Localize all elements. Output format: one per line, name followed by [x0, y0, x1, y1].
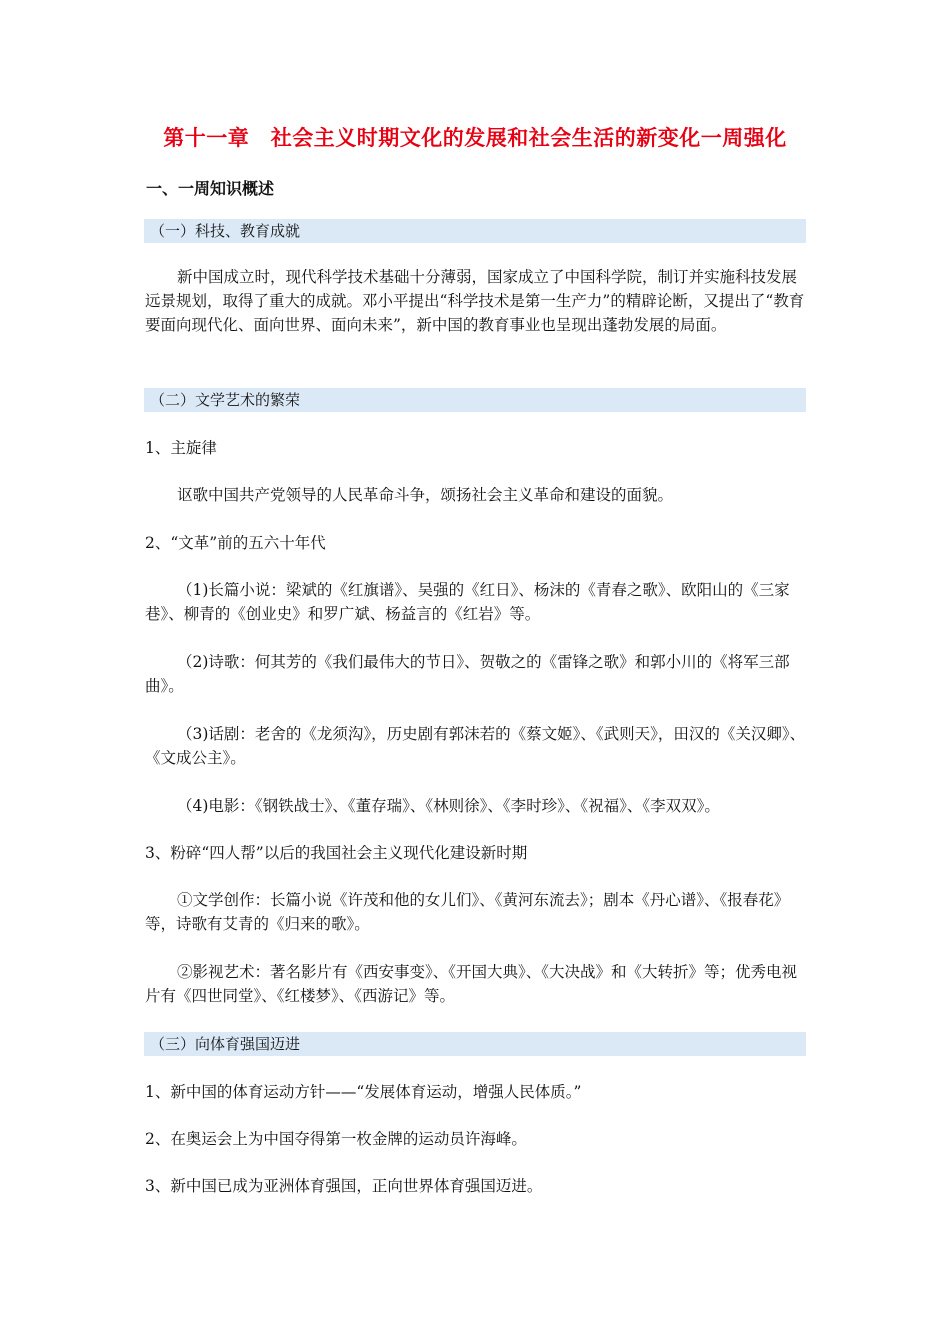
list-item: 1、新中国的体育运动方针——“发展体育运动，增强人民体质。”	[145, 1083, 582, 1101]
list-item: 3、粉碎“四人帮”以后的我国社会主义现代化建设新时期	[145, 844, 528, 862]
list-item: 2、在奥运会上为中国夺得第一枚金牌的运动员许海峰。	[145, 1130, 527, 1148]
paragraph: （3)话剧：老舍的《龙须沟》，历史剧有郭沫若的《蔡文姬》、《武则天》，田汉的《关汉卿》、《文成公主》。	[145, 725, 806, 767]
paragraph: ②影视艺术：著名影片有《西安事变》、《开国大典》、《大决战》和《大转折》等；优秀电视片有《四世同堂》、《红楼梦》、《西游记》等。	[145, 963, 798, 1005]
subsection-bar-2: （二）文学艺术的繁荣	[144, 388, 806, 412]
paragraph: （1)长篇小说：梁斌的《红旗谱》、吴强的《红日》、杨沫的《青春之歌》、欧阳山的《三家巷》、柳青的《创业史》和罗广斌、杨益言的《红岩》等。	[145, 581, 790, 623]
list-item: 2、“文革”前的五六十年代	[145, 534, 326, 552]
section-heading: 一、一周知识概述	[146, 179, 275, 198]
page-title: 第十一章 社会主义时期文化的发展和社会生活的新变化一周强化	[163, 126, 787, 150]
subsection-bar-1: （一）科技、教育成就	[144, 219, 806, 243]
list-item: 3、新中国已成为亚洲体育强国，正向世界体育强国迈进。	[145, 1177, 543, 1195]
subsection-bar-3: （三）向体育强国迈进	[144, 1032, 806, 1056]
list-item: 1、主旋律	[145, 439, 217, 457]
paragraph: （4)电影：《钢铁战士》、《董存瑞》、《林则徐》、《李时珍》、《祝福》、《李双双》。	[177, 797, 720, 815]
paragraph: （2)诗歌：何其芳的《我们最伟大的节日》、贺敬之的《雷锋之歌》和郭小川的《将军三部曲》。	[145, 653, 790, 695]
paragraph: ①文学创作：长篇小说《许茂和他的女儿们》、《黄河东流去》；剧本《丹心谱》、《报春花》等，诗歌有艾青的《归来的歌》。	[145, 891, 790, 933]
paragraph: 讴歌中国共产党领导的人民革命斗争，颂扬社会主义革命和建设的面貌。	[177, 486, 674, 504]
paragraph-tech-education: 新中国成立时，现代科学技术基础十分薄弱，国家成立了中国科学院，制订并实施科技发展远景规划，取得了重大的成就。邓小平提出“科学技术是第一生产力”的精辟论断，又提出了“教育要面向现代化、面向世界、面向未来”，新中国的教育事业也呈现出蓬勃发展的局面。	[145, 268, 805, 334]
